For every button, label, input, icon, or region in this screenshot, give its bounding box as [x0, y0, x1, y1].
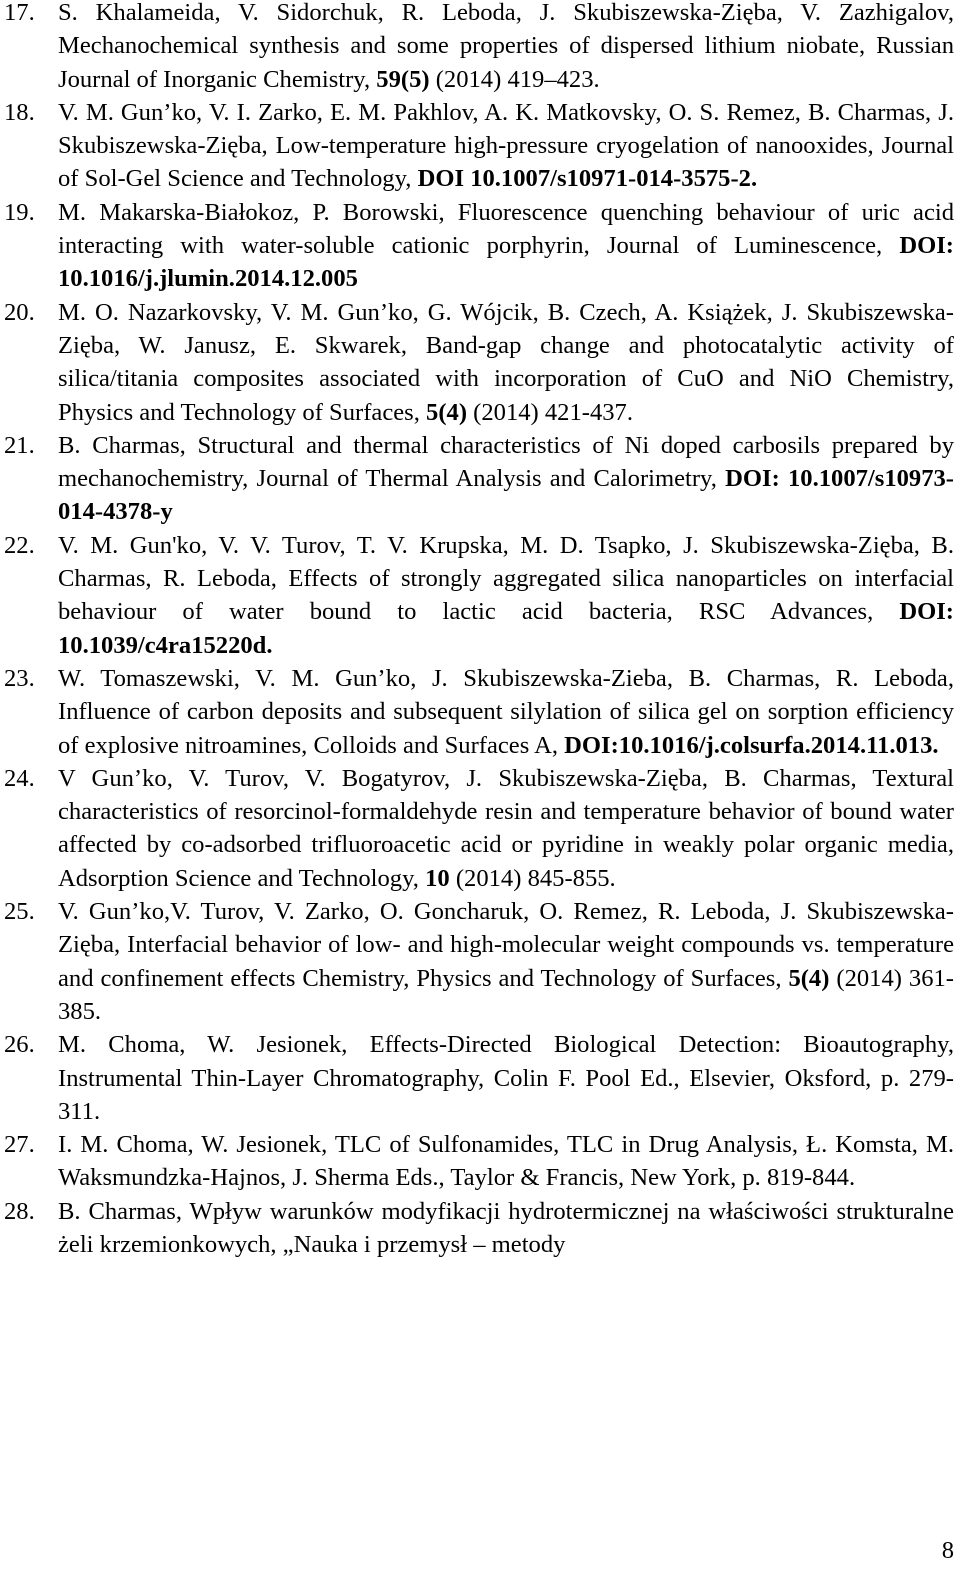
reference-number: 19.	[4, 198, 35, 226]
reference-text: M. Makarska-Białokoz, P. Borowski, Fluorescence quenching behaviour of uric acid interacting with water-soluble cationic porphyrin, Journal of Luminescence, DOI: 10.1016/j.jlumin.2014.12.005	[58, 198, 954, 293]
reference-item	[4, 1128, 954, 1195]
reference-number: 23.	[4, 664, 35, 692]
reference-text: B. Charmas, Wpływ warunków modyfikacji hydrotermicznej na właściwości strukturalne żeli krzemionkowych, „Nauka i przemysł – metody	[58, 1197, 954, 1258]
reference-number: 18.	[4, 98, 35, 126]
reference-item	[4, 1195, 954, 1262]
reference-item	[4, 429, 954, 529]
reference-text: V. M. Gun'ko, V. V. Turov, T. V. Krupska, M. D. Tsapko, J. Skubiszewska-Zięba, B. Charmas, R. Leboda, Effects of strongly aggregated silica nanoparticles on interfacial behaviour of water bound to lactic acid bacteria, RSC Advances, DOI: 10.1039/c4ra15220d.	[58, 531, 954, 659]
reference-number: 17.	[4, 0, 35, 26]
reference-item	[4, 296, 954, 429]
reference-text: V. M. Gun’ko, V. I. Zarko, E. M. Pakhlov, A. K. Matkovsky, O. S. Remez, B. Charmas, J. Skubiszewska-Zięba, Low-temperature high-pressure cryogelation of nanooxides, Journal of Sol-Gel Science and Technology, DOI 10.1007/s10971-014-3575-2.	[58, 98, 954, 193]
reference-text: M. Choma, W. Jesionek, Effects-Directed Biological Detection: Bioautography, Instrumental Thin-Layer Chromatography, Colin F. Pool Ed., Elsevier, Oksford, p. 279-311.	[58, 1031, 954, 1125]
reference-number: 27.	[4, 1131, 35, 1159]
reference-item	[4, 196, 954, 296]
reference-number: 21.	[4, 431, 35, 459]
reference-text: V Gun’ko, V. Turov, V. Bogatyrov, J. Skubiszewska-Zięba, B. Charmas, Textural characteristics of resorcinol-formaldehyde resin and temperature behavior of bound water affected by co-adsorbed trifluoroacetic acid or pyridine in weakly polar organic media, Adsorption Science and Technology, 10 (2014) 845-855.	[58, 764, 954, 892]
reference-number: 25.	[4, 898, 35, 926]
reference-text: B. Charmas, Structural and thermal characteristics of Ni doped carbosils prepared by mechanochemistry, Journal of Thermal Analysis and Calorimetry, DOI: 10.1007/s10973-014-4378-y	[58, 431, 954, 526]
reference-number: 28.	[4, 1197, 35, 1225]
reference-text: S. Khalameida, V. Sidorchuk, R. Leboda, J. Skubiszewska-Zięba, V. Zazhigalov, Mechanochemical synthesis and some properties of dispersed lithium niobate, Russian Journal of Inorganic Chemistry, 59(5) (2014) 419–423.	[58, 0, 954, 93]
reference-number: 22.	[4, 531, 35, 559]
reference-item	[4, 762, 954, 895]
reference-item	[4, 96, 954, 196]
reference-text: I. M. Choma, W. Jesionek, TLC of Sulfonamides, TLC in Drug Analysis, Ł. Komsta, M. Waksmundzka-Hajnos, J. Sherma Eds., Taylor & Francis, New York, p. 819-844.	[58, 1131, 954, 1192]
reference-text: V. Gun’ko,V. Turov, V. Zarko, O. Goncharuk, O. Remez, R. Leboda, J. Skubiszewska-Zięba, Interfacial behavior of low- and high-molecular weight compounds vs. temperature and confinement effects Chemistry, Physics and Technology of Surfaces, 5(4) (2014) 361-385.	[58, 898, 954, 1025]
reference-number: 26.	[4, 1031, 35, 1059]
reference-item	[4, 662, 954, 762]
reference-number: 20.	[4, 298, 35, 326]
reference-text: W. Tomaszewski, V. M. Gun’ko, J. Skubiszewska-Zieba, B. Charmas, R. Leboda, Influence of carbon deposits and subsequent silylation of silica gel on sorption efficiency of explosive nitroamines, Colloids and Surfaces A, DOI:10.1016/j.colsurfa.2014.11.013.	[58, 664, 954, 759]
reference-item	[4, 0, 954, 96]
reference-item	[4, 529, 954, 662]
reference-list	[4, 0, 954, 1261]
reference-text: M. O. Nazarkovsky, V. M. Gun’ko, G. Wójcik, B. Czech, A. Książek, J. Skubiszewska-Zięba, W. Janusz, E. Skwarek, Band-gap change and photocatalytic activity of silica/titania composites associated with incorporation of CuO and NiO Chemistry, Physics and Technology of Surfaces, 5(4) (2014) 421-437.	[58, 298, 954, 426]
reference-item	[4, 895, 954, 1028]
page-number: 8	[941, 1537, 954, 1564]
reference-item	[4, 1028, 954, 1128]
reference-number: 24.	[4, 764, 35, 792]
